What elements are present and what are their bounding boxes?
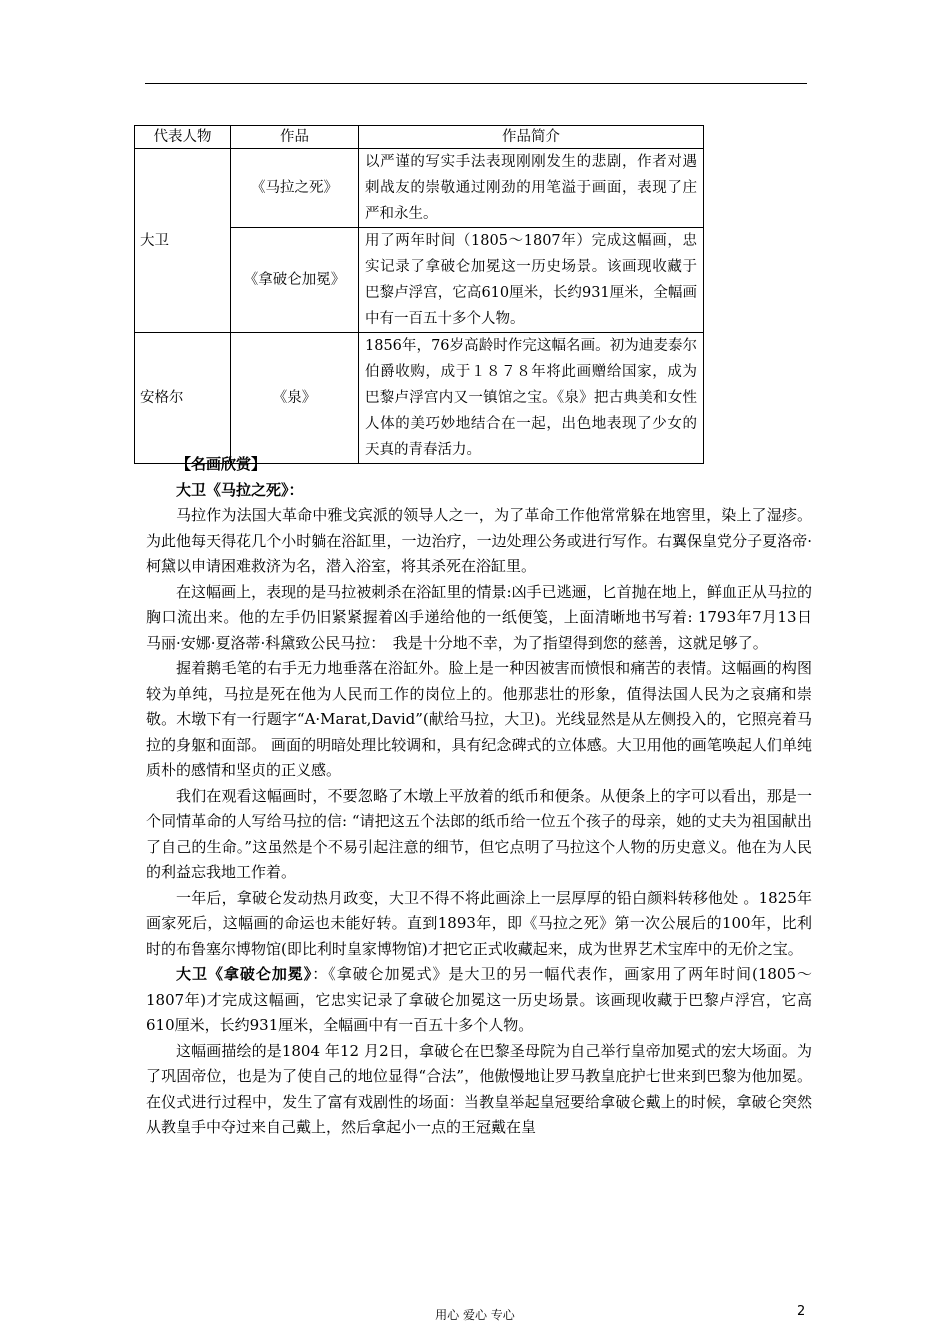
header-artist: 代表人物 bbox=[135, 126, 231, 149]
desc-cell: 以严谨的写实手法表现刚刚发生的悲剧，作者对遇刺战友的崇敬通过刚劲的用笔溢于画面，表现了庄严和永生。 bbox=[359, 149, 704, 228]
paragraph: 握着鹅毛笔的右手无力地垂落在浴缸外。脸上是一种因被害而愤恨和痛苦的表情。这幅画的构图较为单纯，马拉是死在他为人民而工作的岗位上的。他那悲壮的形象，值得法国人民为之哀痛和崇敬。木墩下有一行题字“A·Marat,David”(献给马拉，大卫)。光线显然是从左侧投入的，它照亮着马拉的身躯和面部。 画面的明暗处理比较调和，具有纪念碑式的立体感。大卫用他的画笔唤起人们单纯质朴的感情和坚贞的正义感。 bbox=[146, 659, 812, 779]
header-rule bbox=[145, 83, 807, 84]
marat-heading: 大卫《马拉之死》： bbox=[176, 480, 304, 499]
paragraph: 马拉作为法国大革命中雅戈宾派的领导人之一，为了革命工作他常常躲在地窖里，染上了湿疹。为此他每天得花几个小时躺在浴缸里，一边治疗，一边处理公务或进行写作。右翼保皇党分子夏洛帝·柯黛以申请困难救济为名，潜入浴室，将其杀死在浴缸里。 bbox=[146, 506, 812, 575]
page-number: 2 bbox=[797, 1304, 806, 1319]
paragraph bbox=[146, 962, 812, 1039]
work-cell: 《马拉之死》 bbox=[231, 149, 359, 228]
section-title: 【名画欣赏】 bbox=[176, 455, 267, 473]
desc-cell: 用了两年时间（1805～1807年）完成这幅画，忠实记录了拿破仑加冕这一历史场景。该画现收藏于巴黎卢浮宫，它高610厘米，长约931厘米，全幅画中有一百五十多个人物。 bbox=[359, 228, 704, 333]
paragraph: 我们在观看这幅画时，不要忽略了木墩上平放着的纸币和便条。从便条上的字可以看出，那是一个同情革命的人写给马拉的信: “请把这五个法郎的纸币给一位五个孩子的母亲，她的丈夫为祖国献出了自己的生命。”这虽然是个不易引起注意的细节，但它点明了马拉这个人物的历史意义。他在为人民的利益忘我地工作着。 bbox=[146, 786, 812, 881]
artist-cell: 安格尔 bbox=[135, 333, 231, 464]
paragraph: 一年后，拿破仑发动热月政变，大卫不得不将此画涂上一层厚厚的铅白颜料转移他处 。1825年画家死后，这幅画的命运也未能好转。直到1893年，即《马拉之死》第一次公展后的100年，比利时的布鲁塞尔博物馆(即比利时皇家博物馆)才把它正式收藏起来，成为世界艺术宝库中的无价之宝。 bbox=[146, 888, 812, 958]
napoleon-heading: 大卫《拿破仑加冕》 bbox=[176, 965, 313, 983]
table-row bbox=[135, 149, 704, 228]
artist-cell: 大卫 bbox=[135, 149, 231, 333]
work-cell: 《拿破仑加冕》 bbox=[231, 228, 359, 333]
header-desc: 作品简介 bbox=[359, 126, 704, 149]
header-work: 作品 bbox=[231, 126, 359, 149]
table-header-row bbox=[135, 126, 704, 149]
paragraph: 这幅画描绘的是1804 年12 月2日，拿破仑在巴黎圣母院为自己举行皇帝加冕式的宏大场面。为了巩固帝位，也是为了使自己的地位显得“合法”，他傲慢地让罗马教皇庇护七世来到巴黎为他加冕。在仪式进行过程中，发生了富有戏剧性的场面：当教皇举起皇冠要给拿破仑戴上的时候，拿破仑突然从教皇手中夺过来自己戴上，然后拿起小一点的王冠戴在皇 bbox=[146, 1041, 812, 1136]
works-table bbox=[134, 125, 704, 464]
table-row bbox=[135, 333, 704, 464]
desc-cell: 1856年，76岁高龄时作完这幅名画。初为迪麦泰尔伯爵收购，成于１８７８年将此画赠给国家，成为巴黎卢浮宫内又一镇馆之宝。《泉》把古典美和女性人体的美巧妙地结合在一起，出色地表现了少女的天真的青春活力。 bbox=[359, 333, 704, 464]
page-footer: 用心 爱心 专心 bbox=[435, 1308, 515, 1322]
article-body bbox=[146, 452, 843, 1141]
napoleon-intro: ：《拿破仑加冕式》是大卫的另一幅代表作，画家用了两年时间(1805～1807年)才完成这幅画，它忠实记录了拿破仑加冕这一历史场景。该画现收藏于巴黎卢浮宫，它高610厘米，长约931厘米，全幅画中有一百五十多个人物。 bbox=[146, 965, 812, 1034]
paragraph: 在这幅画上，表现的是马拉被刺杀在浴缸里的情景:凶手已逃逦，匕首抛在地上，鲜血正从马拉的胸口流出来。他的左手仍旧紧紧握着凶手递给他的一纸便笺，上面清晰地书写着: 1793年7月13日 马丽·安娜·夏洛蒂·科黛致公民马拉： 我是十分地不幸，为了指望得到您的慈善，这就足够了。 bbox=[146, 582, 843, 652]
work-cell: 《泉》 bbox=[231, 333, 359, 464]
